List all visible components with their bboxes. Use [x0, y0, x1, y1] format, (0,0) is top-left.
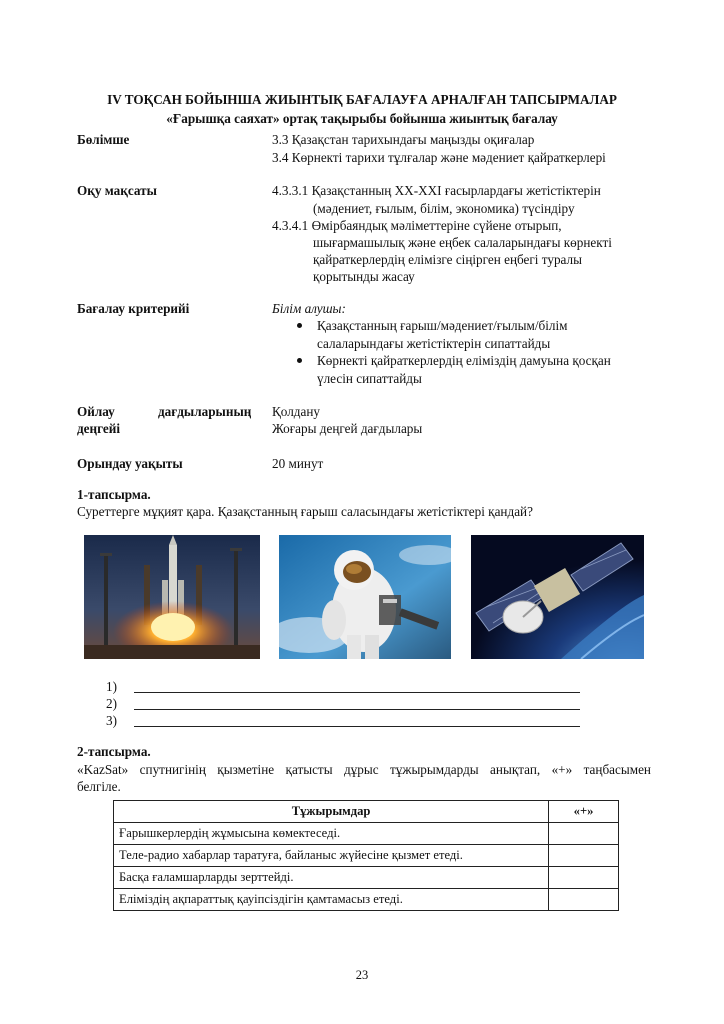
task2-text-line-1: «KazSat» спутнигінің қызметіне қатысты дұрыс тұжырымдарды анықтап, «+» таңбасымен [77, 762, 651, 777]
answer-number-1: 1) [106, 679, 117, 694]
claim-cell: Еліміздің ақпараттық қауіпсіздігін қамтамасыз етеді. [114, 889, 549, 911]
plus-cell[interactable] [549, 889, 619, 911]
rocket-launch-photo [84, 535, 260, 659]
goal-line-2: (мәдениет, ғылым, білім, экономика) түсіндіру [313, 201, 575, 216]
criteria-item-2-line-1: Көрнекті қайраткерлердің еліміздің дамуына қосқан [317, 353, 611, 368]
thinking-line-2: Жоғары деңгей дағдылары [272, 421, 423, 436]
table-header-row [114, 801, 619, 823]
time-value: 20 минут [272, 456, 324, 471]
task2-text-line-2: белгіле. [77, 779, 121, 794]
goal-line-1: 4.3.3.1 Қазақстанның XX-XXI ғасырлардағы жетістіктерін [272, 183, 601, 198]
thinking-label-2: дағдыларының [158, 404, 252, 419]
goal-line-6: қорытынды жасау [313, 269, 415, 284]
goal-line-5: қайраткерлердің елімізге сіңірген еңбегі туралы [313, 252, 582, 267]
criteria-item-1-line-1: Қазақстанның ғарыш/мәдениет/ғылым/білім [317, 318, 568, 333]
plus-cell[interactable] [549, 867, 619, 889]
claim-cell: Басқа ғаламшарларды зерттейді. [114, 867, 549, 889]
page-number: 23 [355, 968, 369, 982]
bullet-icon [297, 323, 302, 328]
task1-text: Суреттерге мұқият қара. Қазақстанның ғарыш саласындағы жетістіктері қандай? [77, 504, 533, 519]
claim-cell: Ғарышкерлердің жұмысына көмектеседі. [114, 823, 549, 845]
goal-label: Оқу мақсаты [77, 183, 157, 198]
criteria-label: Бағалау критерийі [77, 301, 190, 316]
criteria-item-2-line-2: үлесін сипаттайды [317, 371, 422, 386]
claim-cell: Теле-радио хабарлар таратуға, байланыс жүйесіне қызмет етеді. [114, 845, 549, 867]
task2-title: 2-тапсырма. [77, 744, 151, 759]
claims-table [113, 800, 619, 911]
plus-column-header: «+» [549, 801, 619, 823]
satellite-photo [471, 535, 644, 659]
answer-line-2[interactable] [134, 709, 580, 710]
answer-number-2: 2) [106, 696, 117, 711]
task1-title: 1-тапсырма. [77, 487, 151, 502]
section-label: Бөлімше [77, 132, 130, 147]
table-row [114, 823, 619, 845]
astronaut-photo [279, 535, 451, 659]
thinking-label-1: Ойлау [77, 404, 115, 419]
bullet-icon [297, 358, 302, 363]
section-line-1: 3.3 Қазақстан тарихындағы маңызды оқиғалар [272, 132, 535, 147]
plus-cell[interactable] [549, 845, 619, 867]
goal-line-4: шығармашылық және еңбек салаларындағы көрнекті [313, 235, 612, 250]
criteria-item-2 [317, 352, 611, 388]
answer-line-1[interactable] [134, 692, 580, 693]
criteria-item-1-line-2: салаларындағы жетістіктерін сипаттайды [317, 336, 551, 351]
answer-line-3[interactable] [134, 726, 580, 727]
plus-cell[interactable] [549, 823, 619, 845]
page-subtitle: «Ғарышқа саяхат» ортақ тақырыбы бойынша жиынтық бағалау [166, 111, 558, 126]
claims-column-header: Тұжырымдар [114, 801, 549, 823]
thinking-label-3: деңгейі [77, 421, 121, 436]
answer-number-3: 3) [106, 713, 117, 728]
criteria-item-1 [317, 317, 567, 353]
page-title: IV ТОҚСАН БОЙЫНША ЖИЫНТЫҚ БАҒАЛАУҒА АРНАЛҒАН ТАПСЫРМАЛАР [107, 92, 617, 107]
goal-line-3: 4.3.4.1 Өмірбаяндық мәліметтеріне сүйене отырып, [272, 218, 562, 233]
thinking-line-1: Қолдану [272, 404, 321, 419]
criteria-intro: Білім алушы: [272, 301, 346, 316]
section-line-2: 3.4 Көрнекті тарихи тұлғалар және мәдениет қайраткерлері [272, 150, 606, 165]
table-row [114, 845, 619, 867]
table-row [114, 867, 619, 889]
table-row [114, 889, 619, 911]
time-label: Орындау уақыты [77, 456, 183, 471]
